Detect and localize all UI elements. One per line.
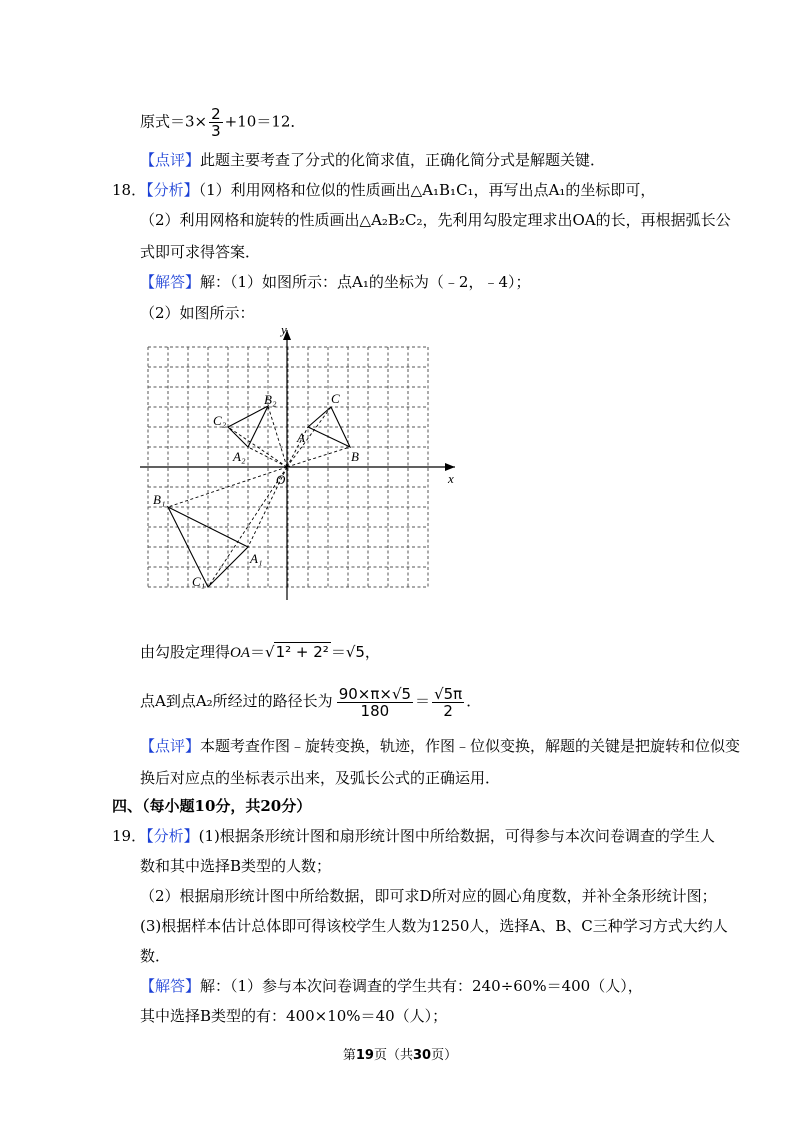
label-B: B (351, 449, 359, 464)
q18-analysis-2: （2）利用网格和旋转的性质画出△A₂B₂C₂，先利用勾股定理求出OA的长，再根据弧长公 (140, 211, 731, 229)
pyth-var: OA (230, 645, 251, 661)
question-number: 19． (112, 827, 147, 845)
expr-prefix: 原式＝3× (140, 112, 208, 131)
x-axis-label: x (448, 471, 454, 486)
path-fraction-1: $\frac{90\times\pi\times√5}{180}$ (338, 684, 412, 720)
path-end: ． (466, 692, 482, 710)
radicand: 1² + 2² (275, 643, 329, 661)
q19-analysis-3: （2）根据扇形统计图中所给数据，即可求D所对应的圆心角度数，并补全条形统计图； (140, 887, 717, 905)
q19-analysis-1 (112, 826, 715, 846)
pyth-result: ＝√5， (330, 643, 380, 661)
page-total: 30 (413, 1048, 432, 1063)
answer-text: 解：（1）参与本次问卷调查的学生共有：240÷60%＝400（人）， (200, 977, 643, 995)
analysis-tag: 【分析】 (146, 827, 199, 845)
label-C1: C₁ (192, 574, 206, 589)
q18-comment-1 (140, 736, 740, 756)
pyth-eq: ＝ (250, 643, 266, 661)
label-B-C: C (331, 391, 340, 406)
pyth-prefix: 由勾股定理得 (140, 643, 231, 661)
label-B2: B₂ (264, 392, 277, 407)
pythagoras-line (140, 642, 380, 663)
label-A: A (297, 430, 305, 445)
section-heading: 四、（每小题10分，共20分） (112, 797, 312, 815)
expr-suffix: +10＝12． (224, 112, 306, 131)
label-A1: A₁ (250, 551, 263, 566)
analysis-tag: 【分析】 (146, 181, 199, 199)
y-axis-label: y (281, 322, 287, 337)
page-number: 19 (355, 1048, 374, 1063)
label-C2: C₂ (213, 413, 227, 428)
q19-answer-2: 其中选择B类型的有：400×10%＝40（人）； (140, 1007, 448, 1025)
fraction: $\frac{2}{3}$ (211, 105, 221, 140)
path-fraction-2: $\frac{√5\pi}{2}$ (434, 684, 463, 720)
q18-analysis-1 (112, 180, 655, 200)
label-B1: B₁ (153, 492, 166, 507)
answer-text: 解：（1）如图所示：点A₁的坐标为（﹣2，﹣4）； (200, 273, 531, 291)
comment-17 (140, 150, 605, 170)
answer-tag: 【解答】 (140, 977, 201, 995)
comment-tag: 【点评】 (140, 737, 201, 755)
original-expression-line (140, 106, 305, 139)
path-prefix: 点A到点A₂所经过的路径长为 (140, 692, 333, 710)
q19-answer-1 (140, 976, 643, 996)
coordinate-figure (140, 322, 470, 607)
analysis-text: （1）利用网格和位似的性质画出△A₁B₁C₁，再写出点A₁的坐标即可， (198, 181, 656, 199)
q18-comment-2: 换后对应点的坐标表示出来，及弧长公式的正确运用． (140, 769, 501, 787)
path-length-line (140, 684, 481, 719)
analysis-text: (1)根据条形统计图和扇形统计图中所给数据，可得参与本次问卷调查的学生人 (198, 827, 715, 845)
q19-analysis-4: (3)根据样本估计总体即可得该校学生人数为1250人，选择A、B、C三种学习方式大约人 (140, 917, 728, 935)
radical-sign: √ (265, 643, 275, 661)
origin-label: O (276, 472, 286, 487)
q18-analysis-3: 式即可求得答案． (140, 243, 261, 261)
q19-analysis-5: 数． (140, 947, 171, 965)
comment-text: 本题考查作图﹣旋转变换，轨迹，作图﹣位似变换，解题的关键是把旋转和位似变 (200, 737, 741, 755)
label-A2: A₂ (233, 449, 246, 464)
comment-tag: 【点评】 (140, 151, 201, 169)
path-eq: ＝ (415, 692, 431, 710)
q19-analysis-2: 数和其中选择B类型的人数； (140, 857, 332, 875)
comment-text: 此题主要考查了分式的化简求值，正确化简分式是解题关键． (200, 151, 606, 169)
page-footer: 第19页（共30页） (342, 1048, 458, 1063)
answer-tag: 【解答】 (140, 273, 201, 291)
q18-answer-1 (140, 272, 531, 292)
question-number: 18． (112, 181, 147, 199)
q18-answer-2: （2）如图所示： (140, 304, 255, 322)
